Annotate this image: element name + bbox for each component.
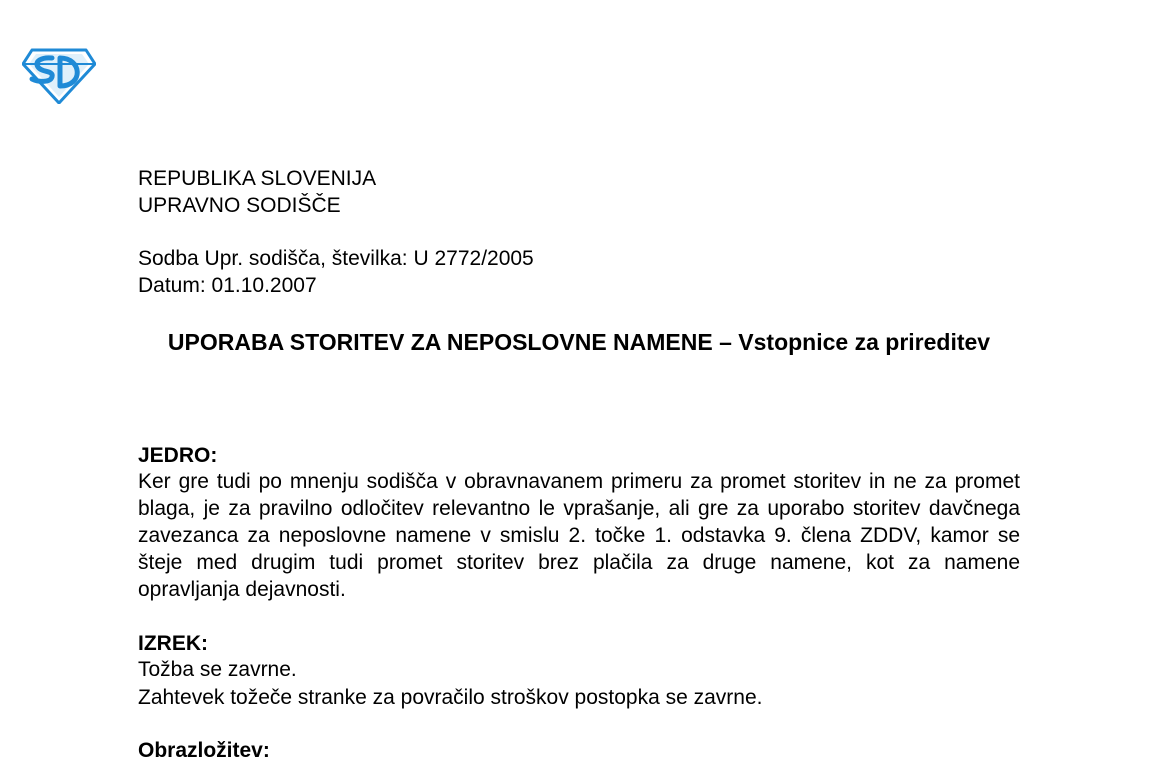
obrazlozitev-heading: Obrazložitev: <box>138 739 270 762</box>
izrek-line-2: Zahtevek tožeče stranke za povračilo stroškov postopka se zavrne. <box>138 686 763 709</box>
jedro-heading: JEDRO: <box>138 444 218 467</box>
document-title: UPORABA STORITEV ZA NEPOSLOVNE NAMENE – Vstopnice za prireditev <box>167 329 991 355</box>
court-country: REPUBLIKA SLOVENIJA <box>138 167 377 190</box>
judgment-number: Sodba Upr. sodišča, številka: U 2772/2005 <box>138 247 534 270</box>
court-name: UPRAVNO SODIŠČE <box>138 194 341 217</box>
izrek-line-1: Tožba se zavrne. <box>138 658 297 681</box>
jedro-text: Ker gre tudi po mnenju sodišča v obravnavanem primeru za promet storitev in ne za promet blaga, je za pravilno odločitev relevantno le vprašanje, ali gre za uporabo storitev davčnega zavezanca za neposlovne namene v smislu 2. točke 1. odstavka 9. člena ZDDV, kamor se šteje med drugim tudi promet storitev brez plačila za druge namene, kot za namene opravljanja dejavnosti. <box>138 470 1020 601</box>
sd-logo-icon <box>22 48 96 104</box>
judgment-date: Datum: 01.10.2007 <box>138 274 317 297</box>
izrek-heading: IZREK: <box>138 632 208 655</box>
